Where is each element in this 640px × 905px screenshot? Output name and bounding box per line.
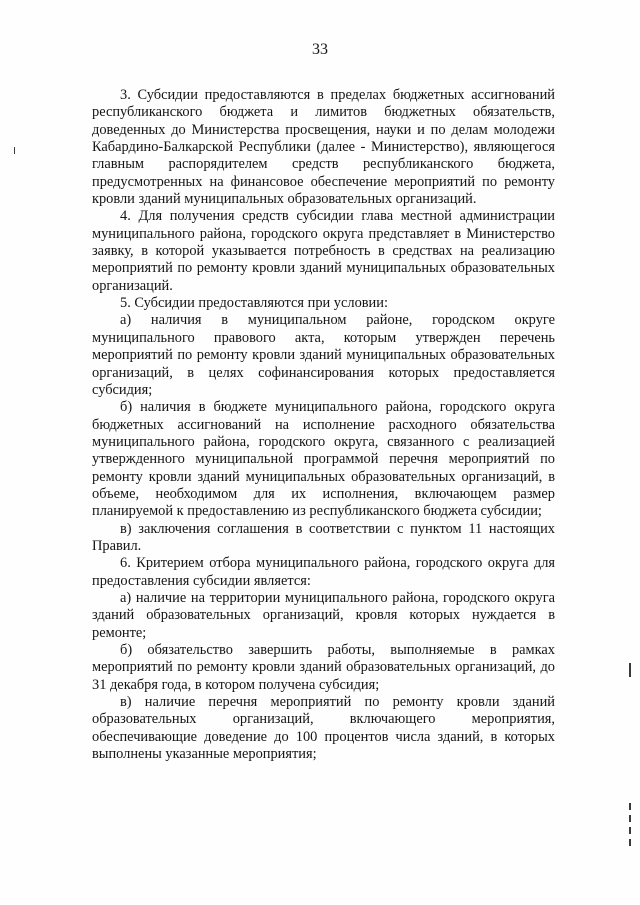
scan-mark-right-4 <box>629 827 631 834</box>
paragraph-5v: в) заключения соглашения в соответствии с пунктом 11 настоящих Правил. <box>92 520 555 554</box>
paragraph-6b: б) обязательство завершить работы, выполняемые в рамках мероприятий по ремонту кровли зданий образовательных организаций, до 31 декабря года, в котором получена субсидия; <box>92 642 555 693</box>
page-number: 33 <box>312 41 328 58</box>
scan-mark-right-3 <box>629 815 631 822</box>
scan-mark-left <box>14 147 15 154</box>
paragraph-4: 4. Для получения средств субсидии глава местной администрации муниципального района, городского округа представляет в Министерство заявку, в которой указывается потребность в средствах на реализацию мероприятий по ремонту кровли зданий муниципальных образовательных организаций. <box>92 208 555 294</box>
document-body <box>92 87 555 763</box>
paragraph-6a: а) наличие на территории муниципального района, городского округа зданий образовательных организаций, кровля которых нуждается в ремонте; <box>92 589 555 641</box>
paragraph-5b: б) наличия в бюджете муниципального района, городского округа бюджетных ассигнований на исполнение расходного обязательства муниципального района, городского округа, связанного с реализацией утвержденного муниципальной программой перечня мероприятий по ремонту кровли зданий муниципальных образовательных организаций, в объеме, необходимом для их исполнения, включающем размер планируемой к предоставлению из республиканского бюджета субсидии; <box>92 399 555 520</box>
paragraph-5: 5. Субсидии предоставляются при условии: <box>120 295 388 312</box>
paragraph-6: 6. Критерием отбора муниципального района, городского округа для предоставления субсидии является: <box>92 555 555 589</box>
scan-mark-right-1 <box>629 663 631 677</box>
scan-mark-right-2 <box>629 803 631 810</box>
scan-mark-right-5 <box>629 839 631 846</box>
paragraph-3: 3. Субсидии предоставляются в пределах бюджетных ассигнований республиканского бюджета и лимитов бюджетных обязательств, доведенных до Министерства просвещения, науки и по делам молодежи Кабардино-Балкарской Республики (далее - Министерство), являющегося главным распорядителем средств республиканского бюджета, предусмотренных на финансовое обеспечение мероприятий по ремонту кровли зданий муниципальных образовательных организаций. <box>92 87 555 208</box>
paragraph-5a: а) наличия в муниципальном районе, городском округе муниципального правового акта, которым утвержден перечень мероприятий по ремонту кровли зданий муниципальных образовательных организаций, в целях софинансирования которых предоставляется субсидия; <box>92 312 555 398</box>
paragraph-6v: в) наличие перечня мероприятий по ремонту кровли зданий образовательных организаций, включающего мероприятия, обеспечивающие доведение до 100 процентов числа зданий, в которых выполнены указанные мероприятия; <box>92 694 555 763</box>
